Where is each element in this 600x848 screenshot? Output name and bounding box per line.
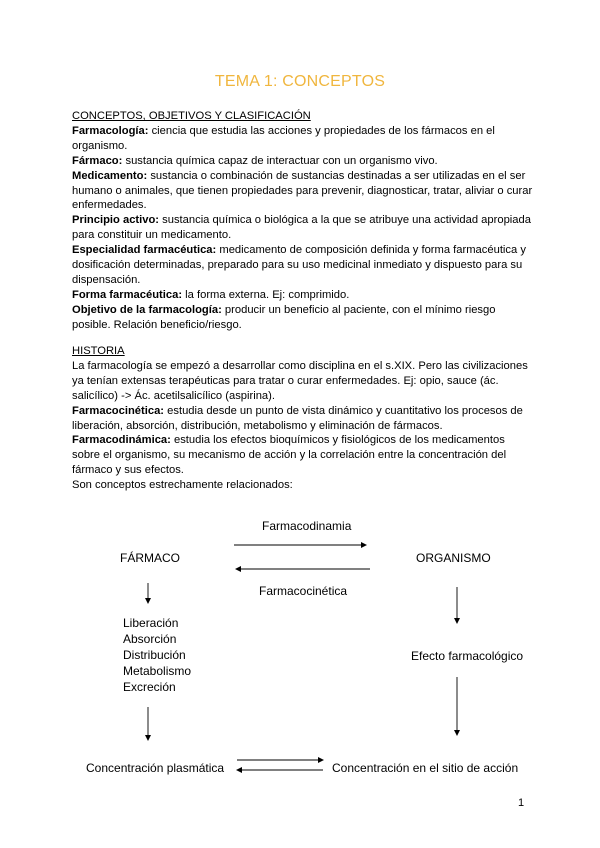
- definition-term: Farmacocinética:: [72, 404, 165, 417]
- label-organismo: ORGANISMO: [416, 551, 491, 565]
- definition-text: ciencia que estudia las acciones y propiedades de los fármacos en el organismo.: [72, 124, 495, 152]
- historia-outro: Son conceptos estrechamente relacionados:: [72, 479, 293, 492]
- section-heading: CONCEPTOS, OBJETIVOS Y CLASIFICACIÓN: [72, 110, 311, 122]
- definition-text: producir un beneficio al paciente, con el mínimo riesgo posible. Relación beneficio/riesgo.: [72, 303, 496, 331]
- definition-term: Farmacodinámica:: [72, 434, 171, 447]
- definition-term: Forma farmacéutica:: [72, 288, 183, 301]
- process-item: Liberación: [123, 616, 179, 630]
- definition-text: estudia desde un punto de vista dinámico y cuantitativo los procesos de liberación, absorción, distribución, metabolismo y eliminación de fármacos.: [72, 404, 523, 432]
- process-item: Excreción: [123, 680, 176, 694]
- label-efecto: Efecto farmacológico: [411, 649, 524, 663]
- definition-text: medicamento de composición definida y forma farmacéutica y dosificación determinadas, preparado para su uso medicinal inmediato y dispuesto para su dispensación.: [72, 244, 526, 286]
- definition-text: sustancia química capaz de interactuar con un organismo vivo.: [122, 154, 438, 167]
- section-heading: HISTORIA: [72, 345, 125, 357]
- definition-term: Objetivo de la farmacología:: [72, 303, 222, 316]
- definition-text: estudia los efectos bioquímicos y fisiológicos de los medicamentos sobre el organismo, su mecanismo de acción y la correlación entre la concentración del fármaco y sus efectos.: [72, 434, 507, 477]
- definition-term: Medicamento:: [72, 169, 148, 182]
- label-farmacocinetica: Farmacocinética: [259, 584, 348, 598]
- process-item: Metabolismo: [123, 664, 192, 678]
- definition-text: sustancia química o biológica a la que se atribuye una actividad apropiada para constituir un medicamento.: [72, 214, 531, 242]
- definition-term: Fármaco:: [72, 154, 123, 167]
- label-conc-plasmatica: Concentración plasmática: [86, 761, 225, 775]
- definition-text: la forma externa. Ej: comprimido.: [182, 288, 350, 301]
- historia-intro: La farmacología se empezó a desarrollar como disciplina en el s.XIX. Pero las civilizaciones ya tenían extensas terapéuticas para tratar o curar enfermedades. Ej: opio, sauce (ác. salicílico) -> Ác. acetilsalicílico (aspirina).: [72, 359, 528, 402]
- definition-term: Farmacología:: [72, 124, 149, 137]
- process-item: Distribución: [123, 648, 186, 662]
- page-number: 1: [518, 797, 525, 809]
- definition-text: sustancia o combinación de sustancias destinadas a ser utilizadas en el ser humano o animales, que tienen propiedades para prevenir, diagnosticar, tratar, aliviar o curar enfermedades.: [72, 169, 533, 212]
- process-item: Absorción: [123, 632, 177, 646]
- label-conc-sitio: Concentración en el sitio de acción: [332, 761, 519, 775]
- page-title: TEMA 1: CONCEPTOS: [214, 73, 386, 90]
- label-farmacodinamia: Farmacodinamia: [262, 519, 352, 533]
- definition-term: Principio activo:: [72, 214, 160, 227]
- label-farmaco: FÁRMACO: [120, 551, 180, 565]
- definition-term: Especialidad farmacéutica:: [72, 244, 217, 257]
